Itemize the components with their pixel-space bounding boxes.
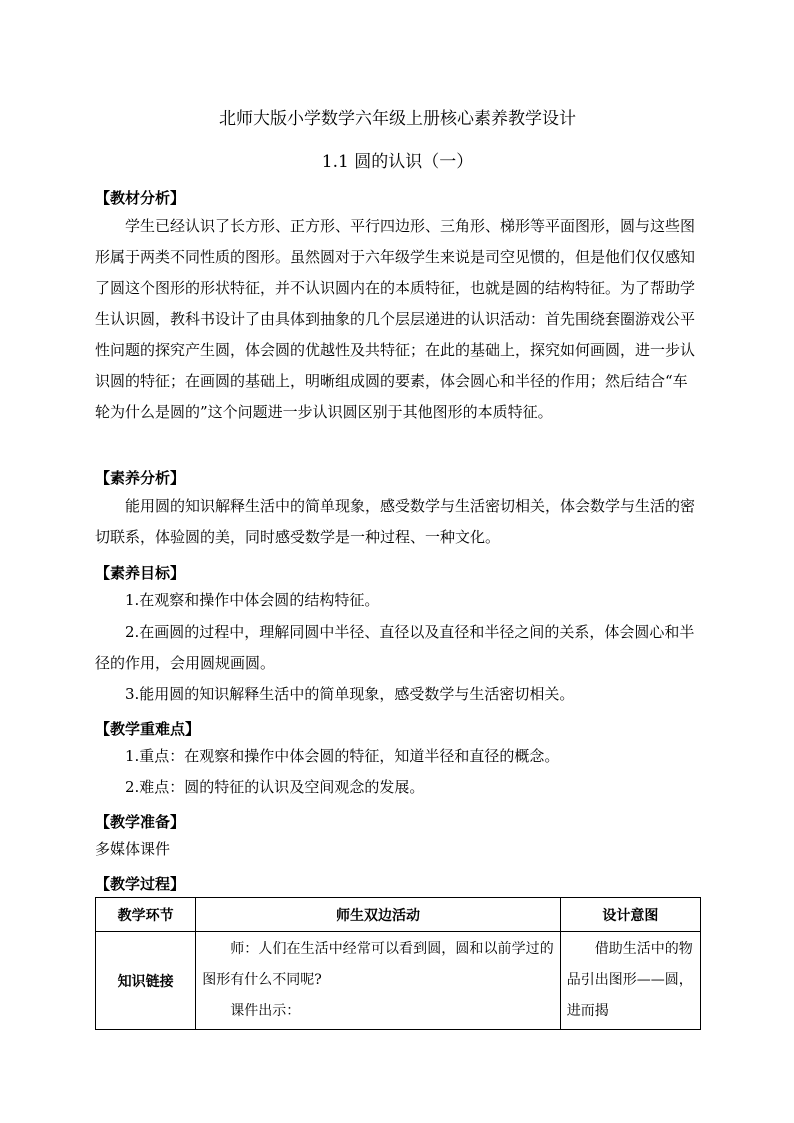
- table-row: [96, 932, 701, 1030]
- lesson-title: 1.1 圆的认识（一）: [321, 152, 474, 172]
- stage-cell: 知识链接: [96, 932, 196, 1030]
- goal-item-2: 2.在画圆的过程中，理解同圆中半径、直径以及直径和半径之间的关系，体会圆心和半径的作用，会用圆规画圆。: [95, 623, 695, 672]
- column-header-activity: 师生双边活动: [196, 898, 561, 932]
- table-header-row: [96, 898, 701, 932]
- activity-cell: [196, 932, 561, 1030]
- heading-preparation: 【教学准备】: [95, 813, 186, 831]
- intent-text: 借助生活中的物品引出图形——圆，进而揭: [566, 941, 693, 1019]
- goal-item-1: 1.在观察和操作中体会圆的结构特征。: [125, 591, 380, 609]
- process-table: [95, 897, 701, 1030]
- heading-literacy-analysis: 【素养分析】: [95, 469, 186, 487]
- key-point-item-1: 1.重点：在观察和操作中体会圆的特征，知道半径和直径的概念。: [125, 747, 560, 765]
- heading-key-points: 【教学重难点】: [95, 720, 201, 738]
- column-header-stage: 教学环节: [96, 898, 196, 932]
- column-header-intent: 设计意图: [560, 898, 700, 932]
- activity-text-1: 师：人们在生活中经常可以看到圆，圆和以前学过的图形有什么不同呢?: [202, 941, 554, 988]
- key-point-item-2: 2.难点：圆的特征的认识及空间观念的发展。: [125, 778, 425, 796]
- heading-process: 【教学过程】: [95, 875, 186, 893]
- paragraph-literacy-analysis: 能用圆的知识解释生活中的简单现象，感受数学与生活密切相关，体会数学与生活的密切联系，体验圆的美，同时感受数学是一种过程、一种文化。: [95, 497, 696, 546]
- heading-textbook-analysis: 【教材分析】: [95, 189, 186, 207]
- document-title: 北师大版小学数学六年级上册核心素养教学设计: [219, 109, 576, 129]
- activity-text-2: 课件出示：: [230, 1003, 301, 1019]
- goal-item-3: 3.能用圆的知识解释生活中的简单现象，感受数学与生活密切相关。: [125, 685, 575, 703]
- heading-literacy-goals: 【素养目标】: [95, 564, 186, 582]
- paragraph-textbook-analysis: 学生已经认识了长方形、正方形、平行四边形、三角形、梯形等平面图形，圆与这些图形属于两类不同性质的图形。虽然圆对于六年级学生来说是司空见惯的，但是他们仅仅感知了圆这个图形的形状特征，并不认识圆内在的本质特征，也就是圆的结构特征。为了帮助学生认识圆，教科书设计了由具体到抽象的几个层层递进的认识活动：首先围绕套圈游戏公平性问题的探究产生圆，体会圆的优越性及共特征；在此的基础上，探究如何画圆，进一步认识圆的特征；在画圆的基础上，明晰组成圆的要素，体会圆心和半径的作用；然后结合“车轮为什么是圆的”这个问题进一步认识圆区别于其他图形的本质特征。: [95, 217, 696, 421]
- intent-cell: [560, 932, 700, 1030]
- preparation-text: 多媒体课件: [95, 840, 171, 858]
